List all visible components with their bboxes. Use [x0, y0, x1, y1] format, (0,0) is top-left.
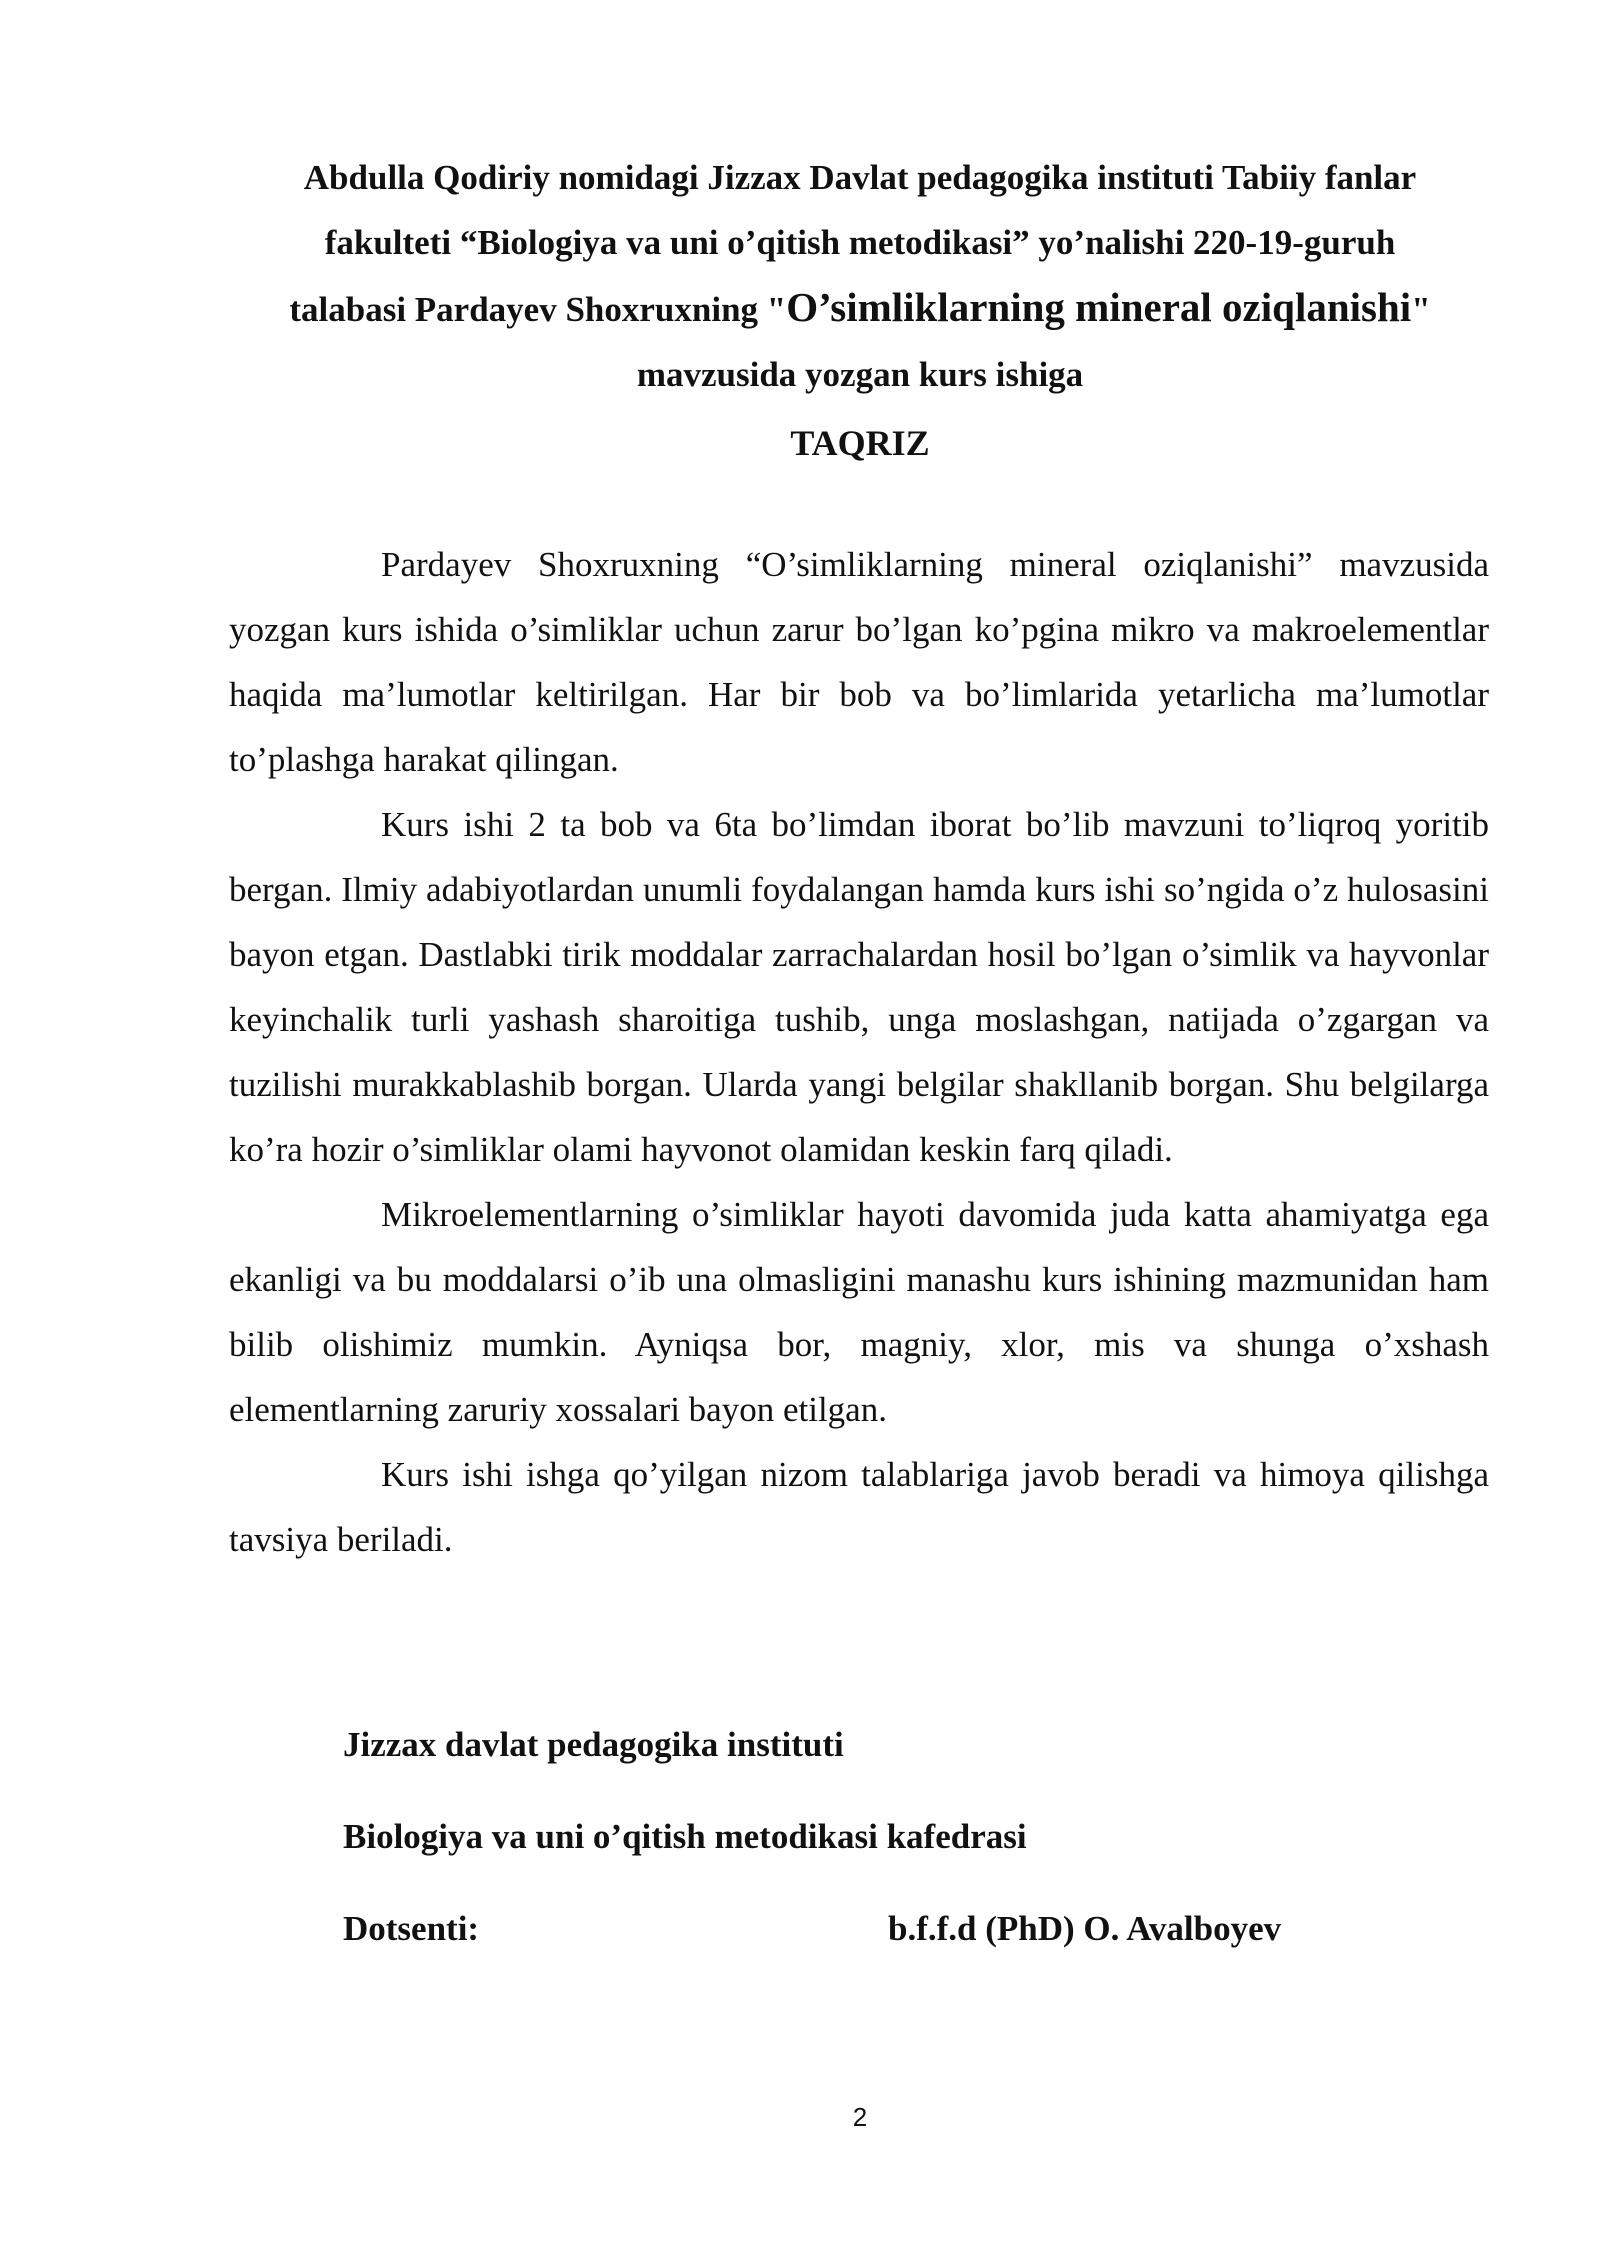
- title-line-4: mavzusida yozgan kurs ishiga: [636, 355, 1084, 394]
- signature-role: Dotsenti:: [343, 1909, 480, 1948]
- review-heading: TAQRIZ: [790, 423, 930, 463]
- document-title: [200, 145, 1520, 407]
- signature-institution: Jizzax davlat pedagogika instituti: [343, 1725, 844, 1764]
- title-line-2: fakulteti “Biologiya va uni o’qitish metodikasi” yo’nalishi 220-19-guruh: [324, 223, 1396, 262]
- title-line-3-prefix: talabasi Pardayev Shoxruxning ": [289, 290, 787, 329]
- title-line-1: Abdulla Qodiriy nomidagi Jizzax Davlat pedagogika instituti Tabiiy fanlar: [303, 158, 1417, 197]
- body-paragraph: Pardayev Shoxruxning “O’simliklarning mineral oziqlanishi” mavzusida yozgan kurs ishida o’simliklar uchun zarur bo’lgan ko’pgina mikro va makroelementlar haqida ma’lumotlar keltirilgan. Har bir bob va bo’limlarida yetarlicha ma’lumotlar to’plashga harakat qilingan.: [229, 545, 1489, 779]
- body-paragraph: Kurs ishi ishga qo’yilgan nizom talablariga javob beradi va himoya qilishga tavsiya beriladi.: [229, 1455, 1489, 1559]
- title-line-3: [200, 275, 1520, 342]
- review-body: [229, 532, 1489, 1572]
- signature-name: b.f.f.d (PhD) O. Avalboyev: [888, 1909, 1282, 1948]
- title-topic: O’simliklarning mineral oziqlanishi: [786, 284, 1412, 330]
- body-paragraph: Kurs ishi 2 ta bob va 6ta bo’limdan iborat bo’lib mavzuni to’liqroq yoritib bergan. Ilmiy adabiyotlardan unumli foydalangan hamda kurs ishi so’ngida o’z hulosasini bayon etgan. Dastlabki tirik moddalar zarrachalardan hosil bo’lgan o’simlik va hayvonlar keyinchalik turli yashash sharoitiga tushib, unga moslashgan, natijada o’zgargan va tuzilishi murakkablashib borgan. Ularda yangi belgilar shakllanib borgan. Shu belgilarga ko’ra hozir o’simliklar olami hayvonot olamidan keskin farq qiladi.: [229, 805, 1489, 1169]
- body-paragraph: Mikroelementlarning o’simliklar hayoti davomida juda katta ahamiyatga ega ekanligi va bu moddalarsi o’ib una olmasligini manashu kurs ishining mazmunidan ham bilib olishimiz mumkin. Ayniqsa bor, magniy, xlor, mis va shunga o’xshash elementlarning zaruriy xossalari bayon etilgan.: [229, 1195, 1489, 1429]
- title-line-3-suffix: ": [1411, 290, 1431, 329]
- signature-line: [343, 1904, 1343, 1954]
- signature-department: Biologiya va uni o’qitish metodikasi kafedrasi: [343, 1817, 1027, 1856]
- page-number: 2: [852, 2102, 868, 2132]
